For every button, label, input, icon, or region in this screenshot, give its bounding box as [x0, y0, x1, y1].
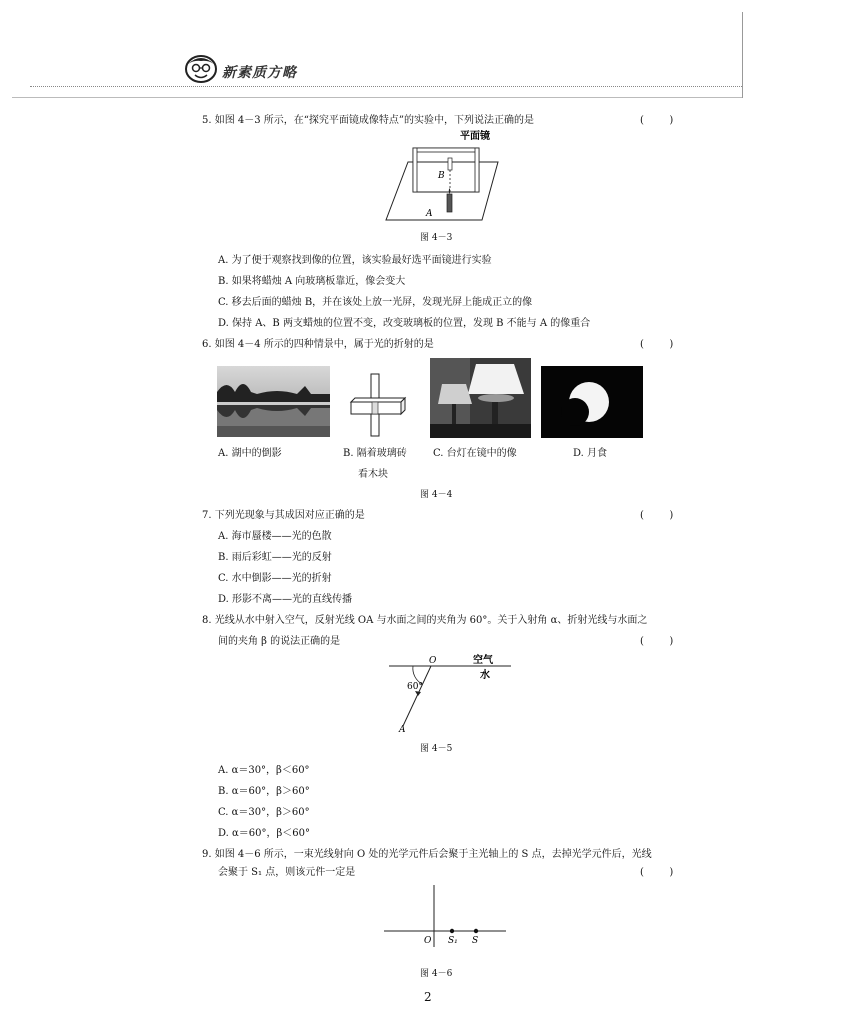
q9-stem-line2: 会聚于 S₁ 点，则该元件一定是	[218, 867, 356, 878]
q8-fig-label-o: O	[429, 656, 437, 666]
q5-answer-bracket: ( )	[640, 115, 674, 126]
q8-option-d: D. α＝60°，β＜60°	[218, 828, 311, 839]
q8-refraction-figure	[385, 652, 515, 734]
q6-option-a: A. 湖中的倒影	[218, 448, 282, 459]
brand-title: 新素质方略	[222, 65, 297, 81]
q6-photo-lamp-mirror	[430, 358, 531, 438]
q9-optical-axis-figure	[380, 883, 510, 949]
q7-option-a: A. 海市蜃楼——光的色散	[218, 531, 332, 542]
q5-option-c: C. 移去后面的蜡烛 B，并在该处上放一光屏，发现光屏上能成正立的像	[218, 297, 533, 308]
q6-photo-eclipse	[541, 366, 643, 438]
q9-answer-bracket: ( )	[640, 867, 674, 878]
q7-option-d: D. 形影不离——光的直线传播	[218, 594, 353, 605]
q6-figure-caption: 图 4－4	[420, 490, 453, 500]
q9-stem-line1: 9. 如图 4－6 所示，一束光线射向 O 处的光学元件后会聚于主光轴上的 S 点，去掉光学元件后，光线	[202, 849, 652, 860]
q5-option-d: D. 保持 A、B 两支蜡烛的位置不变，改变玻璃板的位置，发现 B 不能与 A 的像重合	[218, 318, 591, 329]
q5-option-b: B. 如果将蜡烛 A 向玻璃板靠近，像会变大	[218, 276, 406, 287]
page-frame-bottom	[12, 97, 742, 98]
q8-answer-bracket: ( )	[640, 636, 674, 647]
q6-answer-bracket: ( )	[640, 339, 674, 350]
header-dotted-rule	[30, 86, 742, 87]
q8-stem-line2: 间的夹角 β 的说法正确的是	[218, 636, 341, 647]
q6-option-d: D. 月食	[573, 448, 608, 459]
q9-fig-label-o: O	[424, 936, 432, 946]
q5-fig-label-a: A	[426, 209, 433, 219]
q6-stem: 6. 如图 4－4 所示的四种情景中，属于光的折射的是	[202, 339, 434, 350]
q6-option-b: B. 隔着玻璃砖	[343, 448, 407, 459]
q8-fig-label-angle: 60°	[407, 682, 423, 692]
q6-glass-brick-figure	[345, 372, 410, 438]
q5-figure-caption: 图 4－3	[420, 233, 453, 243]
page-frame-right	[742, 12, 743, 98]
q7-option-c: C. 水中倒影——光的折射	[218, 573, 332, 584]
q8-option-b: B. α＝60°，β＞60°	[218, 786, 310, 797]
q6-option-c: C. 台灯在镜中的像	[433, 448, 517, 459]
q9-fig-label-s: S	[472, 936, 479, 946]
q8-stem-line1: 8. 光线从水中射入空气，反射光线 OA 与水面之间的夹角为 60°。关于入射角 α、折射光线与水面之	[202, 615, 648, 626]
q8-figure-caption: 图 4－5	[420, 744, 453, 754]
q6-photo-lake-reflection	[217, 366, 330, 437]
q9-fig-label-s1: S₁	[448, 936, 458, 946]
q5-fig-label-b: B	[438, 171, 445, 181]
q5-stem: 5. 如图 4－3 所示，在“探究平面镜成像特点”的实验中，下列说法正确的是	[202, 115, 535, 126]
q5-mirror-figure	[380, 130, 510, 222]
q8-fig-label-a: A	[399, 725, 406, 734]
q8-fig-label-air: 空气	[473, 655, 493, 666]
q5-fig-label-mirror: 平面镜	[460, 131, 490, 142]
mascot-logo-icon	[184, 54, 218, 84]
q6-option-b-cont: 看木块	[358, 469, 388, 480]
q5-option-a: A. 为了便于观察找到像的位置，该实验最好选平面镜进行实验	[218, 255, 492, 266]
q7-stem: 7. 下列光现象与其成因对应正确的是	[202, 510, 365, 521]
q9-figure-caption: 图 4－6	[420, 969, 453, 979]
page-number: 2	[424, 990, 432, 1004]
q8-option-c: C. α＝30°，β＞60°	[218, 807, 310, 818]
q7-answer-bracket: ( )	[640, 510, 674, 521]
q7-option-b: B. 雨后彩虹——光的反射	[218, 552, 332, 563]
q8-fig-label-water: 水	[480, 670, 490, 681]
q8-option-a: A. α＝30°，β＜60°	[218, 765, 310, 776]
